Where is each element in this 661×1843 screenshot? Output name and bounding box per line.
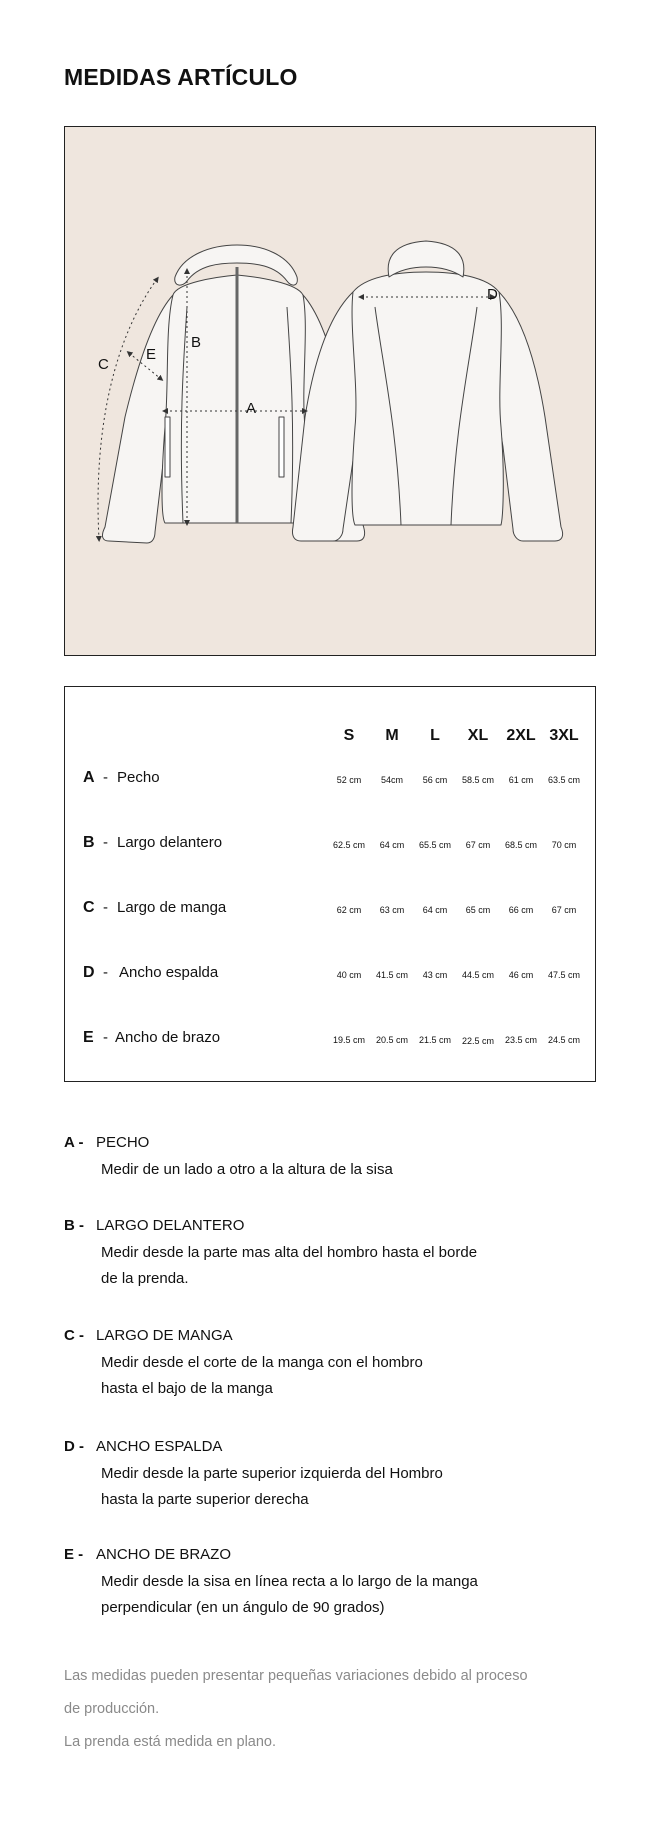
table-cell: 66 cm (508, 905, 534, 915)
size-table: S M L XL 2XL 3XL A - Pecho 52 cm 54cm 56 cm 58.5 cm 61 cm 63.5 cm B - Largo delantero 62.5 cm 64 cm 65.5 cm 67 cm 68.5 cm 70 cm C - Largo de manga 62 cm 63 cm 64 cm 65 cm 66 cm 67 cm D - Ancho espalda 40 cm 41.5 cm 43 cm 44.5 cm 46 cm 47.5 cm E - Ancho de brazo 19.5 cm 20.5 cm 21.5 cm 22.5 cm 23.5 cm 24.5 cm (64, 686, 596, 1082)
row-letter: D (83, 964, 95, 981)
definition-text: Medir desde la parte superior izquierda del Hombro (101, 1465, 443, 1482)
table-cell: 47.5 cm (547, 970, 580, 980)
definition-d (64, 1438, 443, 1508)
table-cell: 22.5 cm (461, 1036, 494, 1046)
label-b: B (191, 334, 202, 351)
table-cell: 65.5 cm (418, 840, 451, 850)
table-cell: 65 cm (465, 905, 491, 915)
definition-letter: C - (64, 1327, 84, 1344)
size-header: L (430, 727, 440, 744)
row-label: Ancho de brazo (115, 1029, 221, 1046)
table-cell: 19.5 cm (332, 1035, 365, 1045)
definition-c (64, 1327, 423, 1397)
note-line: La prenda está medida en plano. (64, 1734, 277, 1750)
definition-e (64, 1546, 478, 1616)
note-line: Las medidas pueden presentar pequeñas variaciones debido al proceso (64, 1668, 528, 1684)
definition-b (64, 1217, 478, 1287)
size-header: S (343, 727, 355, 744)
definition-letter: E - (64, 1546, 84, 1563)
table-cell: 21.5 cm (418, 1035, 451, 1045)
size-header: M (385, 727, 399, 744)
table-cell: 64 cm (422, 905, 448, 915)
table-cell: 40 cm (336, 970, 362, 980)
row-label: Pecho (117, 769, 160, 786)
table-cell: 61 cm (508, 775, 534, 785)
size-header: 2XL (506, 727, 536, 744)
definition-letter: B - (64, 1217, 84, 1234)
definition-a (64, 1134, 393, 1178)
row-letter: C (83, 899, 95, 916)
label-d: D (487, 286, 498, 303)
definition-text: Medir desde la parte mas alta del hombro hasta el borde (101, 1244, 478, 1261)
label-a: A (246, 400, 257, 417)
table-cell: 63 cm (379, 905, 405, 915)
table-cell: 41.5 cm (375, 970, 408, 980)
row-letter: A (83, 769, 95, 786)
table-cell: 24.5 cm (547, 1035, 580, 1045)
row-label: Largo de manga (117, 899, 227, 916)
size-header: 3XL (549, 727, 579, 744)
row-letter: E (83, 1029, 94, 1046)
definition-title: PECHO (96, 1134, 150, 1151)
row-label: Ancho espalda (119, 964, 219, 981)
table-cell: 23.5 cm (504, 1035, 537, 1045)
row-label: Largo delantero (117, 834, 223, 851)
definition-text: hasta el bajo de la manga (101, 1380, 273, 1397)
table-cell: 54cm (380, 775, 403, 785)
table-cell: 44.5 cm (461, 970, 494, 980)
definition-title: ANCHO ESPALDA (96, 1438, 223, 1455)
table-cell: 70 cm (551, 840, 577, 850)
table-cell: 67 cm (551, 905, 577, 915)
definition-letter: A - (64, 1134, 84, 1151)
table-cell: 67 cm (465, 840, 491, 850)
table-cell: 58.5 cm (461, 775, 494, 785)
table-cell: 43 cm (422, 970, 448, 980)
back-jacket (292, 241, 562, 541)
definition-text: Medir desde la sisa en línea recta a lo largo de la manga (101, 1573, 478, 1590)
table-cell: 46 cm (508, 970, 534, 980)
definition-text: hasta la parte superior derecha (101, 1491, 309, 1508)
jacket-illustration (65, 127, 597, 657)
table-cell: 64 cm (379, 840, 405, 850)
definition-title: LARGO DE MANGA (96, 1327, 233, 1344)
label-e: E (146, 346, 157, 363)
definition-letter: D - (64, 1438, 84, 1455)
size-header: XL (467, 727, 489, 744)
definition-title: ANCHO DE BRAZO (96, 1546, 232, 1563)
definition-text: de la prenda. (101, 1270, 189, 1287)
table-cell: 68.5 cm (504, 840, 537, 850)
table-cell: 63.5 cm (547, 775, 580, 785)
table-cell: 56 cm (422, 775, 448, 785)
page-title: MEDIDAS ARTÍCULO (64, 64, 298, 90)
definition-title: LARGO DELANTERO (96, 1217, 245, 1234)
table-cell: 62.5 cm (332, 840, 365, 850)
note-line: de producción. (64, 1701, 160, 1717)
table-cell: 52 cm (336, 775, 362, 785)
definition-text: Medir de un lado a otro a la altura de la sisa (101, 1161, 393, 1178)
table-cell: 62 cm (336, 905, 362, 915)
garment-diagram (64, 126, 596, 656)
table-cell: 20.5 cm (375, 1035, 408, 1045)
definition-text: perpendicular (en un ángulo de 90 grados) (101, 1599, 385, 1616)
row-letter: B (83, 834, 95, 851)
label-c: C (98, 356, 109, 373)
definition-text: Medir desde el corte de la manga con el hombro (101, 1354, 423, 1371)
